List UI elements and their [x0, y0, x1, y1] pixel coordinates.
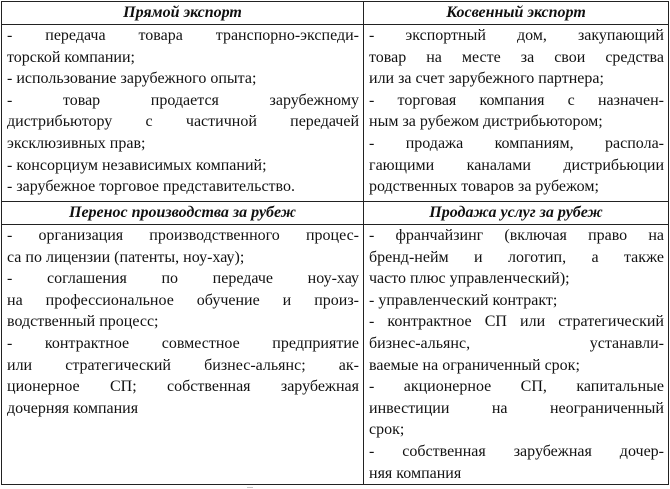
- list-item: [369, 290, 664, 312]
- list-item-line: срок;: [369, 421, 405, 439]
- list-item: [7, 90, 359, 155]
- list-item-line: часто плюс управленческий);: [369, 270, 570, 288]
- export-forms-table: [1, 1, 669, 485]
- list-item-line: - зарубежное торговое представительство.: [7, 178, 295, 196]
- list-item: [7, 176, 359, 198]
- header-production-transfer: Перенос производства за рубеж: [2, 202, 364, 225]
- list-item-line: или за счет зарубежного партнера;: [369, 70, 604, 88]
- list-item-line: родственных товаров за рубежом;: [369, 178, 599, 196]
- footer-mark: ...: [247, 482, 253, 489]
- list-item-line: на профессиональное обучение и произ-: [7, 291, 359, 309]
- header-services-sale: Продажа услуг за рубеж: [364, 202, 669, 225]
- list-item: [7, 68, 359, 90]
- list-item-line: дистрибьютору с частичной передачей: [7, 113, 359, 131]
- list-item: [7, 268, 359, 333]
- list-item-line: торской компании;: [7, 48, 135, 66]
- list-item-line: - собственная зарубежная дочер-: [369, 442, 664, 460]
- list-item-line: - акционерное СП, капитальные: [369, 378, 664, 396]
- list-item: [7, 25, 359, 68]
- list-item: [369, 441, 664, 484]
- list-item-line: ваемые на ограниченный срок;: [369, 356, 580, 374]
- list-item-line: - товар продается зарубежному: [7, 91, 359, 109]
- list-item: [369, 25, 664, 90]
- cell-production-transfer: [2, 225, 364, 485]
- list-item: [369, 90, 664, 133]
- list-item-line: ным за рубежом дистрибьютором;: [369, 113, 603, 131]
- list-item-line: са по лицензии (патенты, ноу-хау);: [7, 248, 245, 266]
- list-item-line: бизнес-альянс, устанавли-: [369, 334, 664, 352]
- list-item-line: - продажа компаниям, распола-: [369, 134, 664, 152]
- list-item-line: - консорциум независимых компаний;: [7, 156, 267, 174]
- list-item: [7, 225, 359, 268]
- cell-indirect-export: [364, 25, 669, 202]
- list-item-line: эксклюзивных прав;: [7, 134, 146, 152]
- list-item-line: - управленческий контракт;: [369, 291, 558, 309]
- list-item-line: или стратегический бизнес-альянс; ак-: [7, 356, 359, 374]
- header-direct-export: Прямой экспорт: [2, 2, 364, 25]
- list-item-line: - франчайзинг (включая право на: [369, 227, 664, 244]
- list-item-line: - соглашения по передаче ноу-хау: [7, 270, 359, 288]
- list-item: [369, 376, 664, 441]
- list-item-line: - торговая компания с назначен-: [369, 91, 664, 109]
- list-item-line: дочерняя компания: [7, 399, 139, 417]
- cell-services-sale: [364, 225, 669, 485]
- list-item-line: - организация производственного процес-: [7, 227, 359, 244]
- header-indirect-export: Косвенный экспорт: [364, 2, 669, 25]
- cell-direct-export: [2, 25, 364, 202]
- list-item-line: гающими каналами дистрибьюции: [369, 156, 664, 174]
- list-item-line: инвестиции на неограниченный: [369, 399, 664, 417]
- list-item-line: - экспортный дом, закупающий: [369, 27, 664, 44]
- list-item: [369, 133, 664, 198]
- list-item: [369, 225, 664, 290]
- list-item-line: - контрактное совместное предприятие: [7, 334, 359, 352]
- list-item-line: - использование зарубежного опыта;: [7, 70, 257, 88]
- list-item-line: - передача товара транспорно-экспеди-: [7, 27, 359, 44]
- list-item: [7, 155, 359, 177]
- list-item-line: водственный процесс;: [7, 313, 159, 331]
- list-item-line: товар на месте за свои средства: [369, 48, 664, 66]
- list-item: [7, 333, 359, 419]
- list-item-line: ционерное СП; собственная зарубежная: [7, 378, 359, 396]
- list-item-line: - контрактное СП или стратегический: [369, 313, 664, 331]
- list-item-line: бренд-нейм и логотип, а также: [369, 248, 664, 266]
- list-item-line: няя компания: [369, 464, 462, 482]
- list-item: [369, 311, 664, 376]
